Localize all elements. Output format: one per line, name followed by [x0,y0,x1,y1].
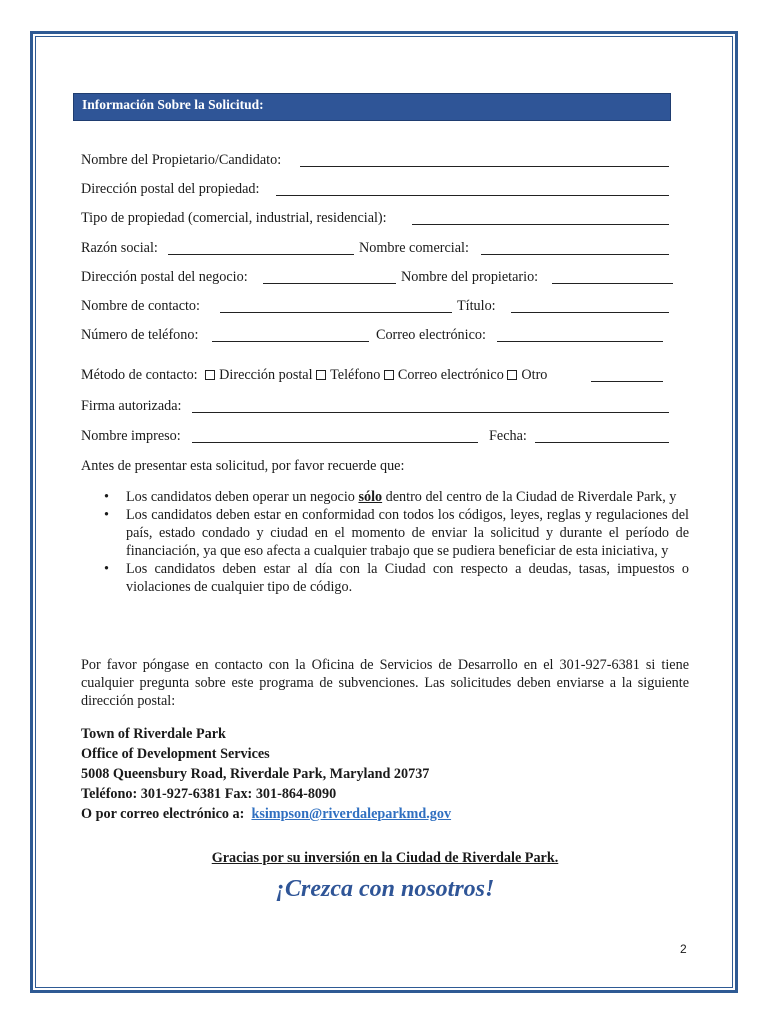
title-field[interactable] [511,312,669,313]
signature-field[interactable] [192,412,669,413]
phone-option-label: Teléfono [330,367,381,383]
address-line: Teléfono: 301-927-6381 Fax: 301-864-8090 [81,786,337,802]
owner-label: Nombre del propietario: [401,269,539,285]
phone-row [81,326,671,346]
owner-name-field[interactable] [300,166,669,167]
legal-name-field[interactable] [168,254,354,255]
phone-checkbox[interactable] [316,370,326,380]
printed-name-label: Nombre impreso: [81,428,181,444]
contact-method-row [81,366,671,386]
date-label: Fecha: [489,428,527,444]
contact-method-label: Método de contacto: [81,367,198,383]
property-type-field[interactable] [412,224,669,225]
printed-name-row [81,427,671,447]
phone-field[interactable] [212,341,369,342]
address-line: O por correo electrónico a: ksimpson@riverdaleparkmd.gov [81,806,452,822]
address-line: Town of Riverdale Park [81,726,226,742]
names-row [81,239,671,259]
section-header: Información Sobre la Solicitud: [73,93,671,121]
contact-name-label: Nombre de contacto: [81,298,200,314]
email-checkbox[interactable] [384,370,394,380]
list-item: • Los candidatos deben estar al día con la Ciudad con respecto a deudas, tasas, impuestos o violaciones de cualquier tipo de código. [81,560,689,596]
property-type-row [81,209,671,229]
contact-paragraph: Por favor póngase en contacto con la Oficina de Servicios de Desarrollo en el 301-927-6381 si tiene cualquier pregunta sobre este programa de subvenciones. Las solicitudes deben enviarse a la siguiente dirección postal: [81,657,689,709]
email-option-label: Correo electrónico [397,367,504,383]
reminder-intro: Antes de presentar esta solicitud, por favor recuerde que: [81,458,405,474]
trade-name-label: Nombre comercial: [359,240,469,256]
phone-label: Número de teléfono: [81,327,199,343]
date-field[interactable] [535,442,669,443]
business-address-label: Dirección postal del negocio: [81,269,248,285]
page-number: 2 [680,942,687,956]
address-line: 5008 Queensbury Road, Riverdale Park, Maryland 20737 [81,766,430,782]
mail-checkbox[interactable] [205,370,215,380]
email-label: Correo electrónico: [376,327,486,343]
business-address-field[interactable] [263,283,396,284]
signature-label: Firma autorizada: [81,398,182,414]
printed-name-field[interactable] [192,442,478,443]
mail-option-label: Dirección postal [219,367,313,383]
other-checkbox[interactable] [507,370,517,380]
trade-name-field[interactable] [481,254,669,255]
thanks-text: Gracias por su inversión en la Ciudad de Riverdale Park. [211,850,559,866]
email-link[interactable]: ksimpson@riverdaleparkmd.gov [251,806,452,822]
property-type-label: Tipo de propiedad (comercial, industrial, residencial): [81,210,387,226]
other-option-label: Otro [521,367,548,383]
property-address-row [81,180,671,200]
legal-name-label: Razón social: [81,240,158,256]
contact-row [81,297,671,317]
slogan: ¡Crezca con nosotros! [275,876,495,902]
requirements-list [81,488,689,596]
owner-field[interactable] [552,283,673,284]
owner-name-row [81,151,671,171]
title-label: Título: [457,298,496,314]
business-row [81,268,675,288]
list-item: • Los candidatos deben operar un negocio sólo dentro del centro de la Ciudad de Riverdale Park, y [81,488,689,506]
property-address-label: Dirección postal del propiedad: [81,181,260,197]
contact-name-field[interactable] [220,312,452,313]
signature-row [81,397,671,417]
other-field[interactable] [591,381,663,382]
email-field[interactable] [497,341,663,342]
address-line: Office of Development Services [81,746,270,762]
owner-name-label: Nombre del Propietario/Candidato: [81,152,282,168]
property-address-field[interactable] [276,195,669,196]
mailing-address [81,724,451,824]
list-item: • Los candidatos deben estar en conformidad con todos los códigos, leyes, reglas y regulaciones del país, estado condado y ciudad en el momento de enviar la solicitud y durante el período de financiación, ya que eso afecta a cualquier trabajo que se pudiera beneficiar de esta iniciativa, y [81,506,689,560]
